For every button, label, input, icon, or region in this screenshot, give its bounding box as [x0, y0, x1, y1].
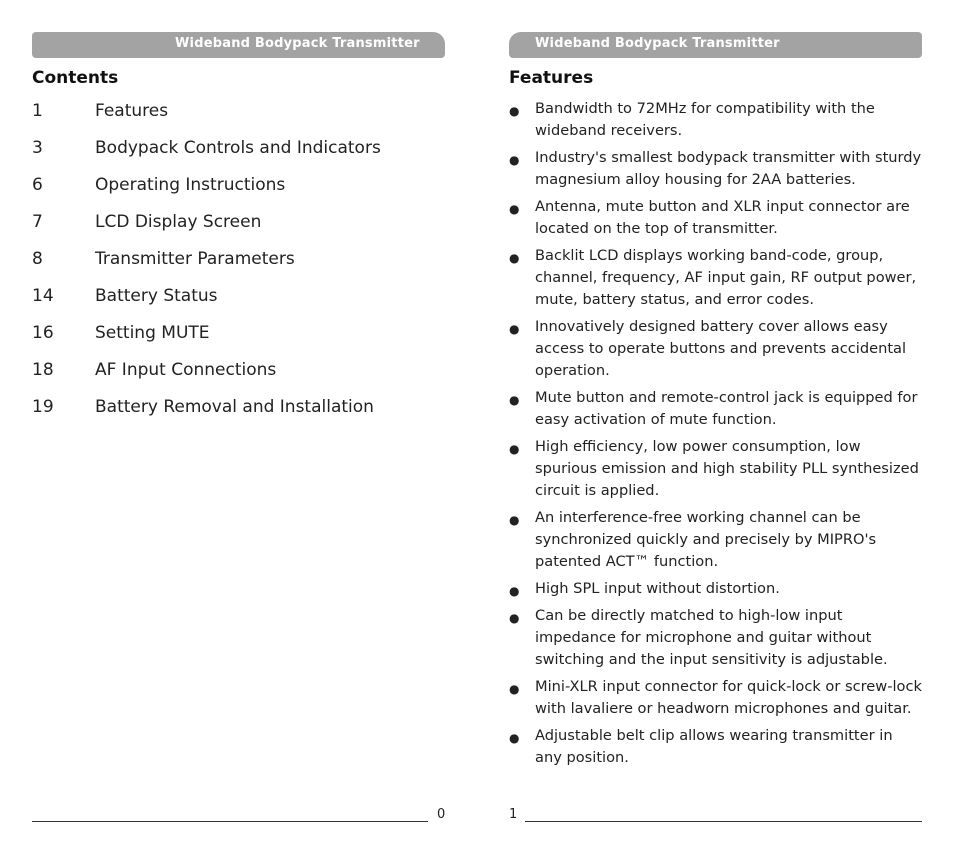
- toc-label: Bodypack Controls and Indicators: [95, 138, 381, 158]
- right-page-number: 1: [509, 807, 518, 822]
- right-footer-rule: [525, 821, 922, 822]
- feature-text: Bandwidth to 72MHz for compatibility with the wideband receivers.: [535, 100, 875, 139]
- toc-page-number: 8: [32, 249, 43, 269]
- toc-entry-lcd-display[interactable]: [32, 210, 445, 247]
- toc-entry-setting-mute[interactable]: [32, 321, 445, 358]
- toc-page-number: 16: [32, 323, 54, 343]
- list-item: [509, 605, 922, 671]
- toc-page-number: 18: [32, 360, 54, 380]
- bullet-icon: ●: [509, 322, 520, 336]
- left-header-bar: Wideband Bodypack Transmitter: [32, 32, 445, 58]
- toc-entry-af-input[interactable]: [32, 358, 445, 395]
- list-item: [509, 507, 922, 573]
- toc-entry-bodypack-controls[interactable]: [32, 136, 445, 173]
- left-page-number: 0: [437, 807, 446, 822]
- toc-page-number: 14: [32, 286, 54, 306]
- right-header-bar: Wideband Bodypack Transmitter: [509, 32, 922, 58]
- left-page: [32, 0, 445, 849]
- toc-label: Battery Removal and Installation: [95, 397, 374, 417]
- left-footer-rule: [32, 821, 428, 822]
- toc-page-number: 3: [32, 138, 43, 158]
- list-item: [509, 98, 922, 142]
- bullet-icon: ●: [509, 731, 520, 745]
- toc-page-number: 1: [32, 101, 43, 121]
- toc-label: Setting MUTE: [95, 323, 210, 343]
- bullet-icon: ●: [509, 202, 520, 216]
- right-page: [509, 0, 922, 849]
- features-list: [509, 98, 922, 774]
- feature-text: High SPL input without distortion.: [535, 580, 780, 597]
- bullet-icon: ●: [509, 584, 520, 598]
- feature-text: High efficiency, low power consumption, low spurious emission and high stability PLL synthesized circuit is applied.: [535, 438, 919, 499]
- feature-text: Mute button and remote-control jack is equipped for easy activation of mute function.: [535, 389, 918, 428]
- list-item: [509, 578, 922, 600]
- table-of-contents: [32, 99, 445, 432]
- list-item: [509, 387, 922, 431]
- toc-label: Features: [95, 101, 169, 121]
- feature-text: Mini-XLR input connector for quick-lock or screw-lock with lavaliere or headworn microphones and guitar.: [535, 678, 922, 717]
- list-item: [509, 316, 922, 382]
- feature-text: Can be directly matched to high-low input impedance for microphone and guitar without switching and the input sensitivity is adjustable.: [535, 607, 888, 668]
- list-item: [509, 725, 922, 769]
- feature-text: Industry's smallest bodypack transmitter with sturdy magnesium alloy housing for 2AA batteries.: [535, 149, 922, 188]
- list-item: [509, 147, 922, 191]
- toc-page-number: 19: [32, 397, 54, 417]
- toc-entry-features[interactable]: [32, 99, 445, 136]
- bullet-icon: ●: [509, 442, 520, 456]
- feature-text: Backlit LCD displays working band-code, group, channel, frequency, AF input gain, RF output power, mute, battery status, and error codes.: [535, 247, 917, 308]
- bullet-icon: ●: [509, 251, 520, 265]
- features-title: Features: [509, 68, 594, 88]
- toc-label: AF Input Connections: [95, 360, 277, 380]
- bullet-icon: ●: [509, 104, 520, 118]
- toc-page-number: 6: [32, 175, 43, 195]
- bullet-icon: ●: [509, 393, 520, 407]
- list-item: [509, 196, 922, 240]
- toc-entry-battery-removal[interactable]: [32, 395, 445, 432]
- bullet-icon: ●: [509, 513, 520, 527]
- toc-label: LCD Display Screen: [95, 212, 262, 232]
- toc-entry-transmitter-parameters[interactable]: [32, 247, 445, 284]
- toc-page-number: 7: [32, 212, 43, 232]
- toc-label: Battery Status: [95, 286, 218, 306]
- toc-label: Transmitter Parameters: [95, 249, 295, 269]
- toc-entry-operating-instructions[interactable]: [32, 173, 445, 210]
- feature-text: An interference-free working channel can be synchronized quickly and precisely by MIPRO's patented ACT™ function.: [535, 509, 877, 570]
- list-item: [509, 676, 922, 720]
- list-item: [509, 436, 922, 502]
- list-item: [509, 245, 922, 311]
- contents-title: Contents: [32, 68, 119, 88]
- feature-text: Adjustable belt clip allows wearing transmitter in any position.: [535, 727, 893, 766]
- bullet-icon: ●: [509, 611, 520, 625]
- bullet-icon: ●: [509, 153, 520, 167]
- feature-text: Antenna, mute button and XLR input connector are located on the top of transmitter.: [535, 198, 910, 237]
- bullet-icon: ●: [509, 682, 520, 696]
- toc-label: Operating Instructions: [95, 175, 286, 195]
- feature-text: Innovatively designed battery cover allows easy access to operate buttons and prevents accidental operation.: [535, 318, 907, 379]
- toc-entry-battery-status[interactable]: [32, 284, 445, 321]
